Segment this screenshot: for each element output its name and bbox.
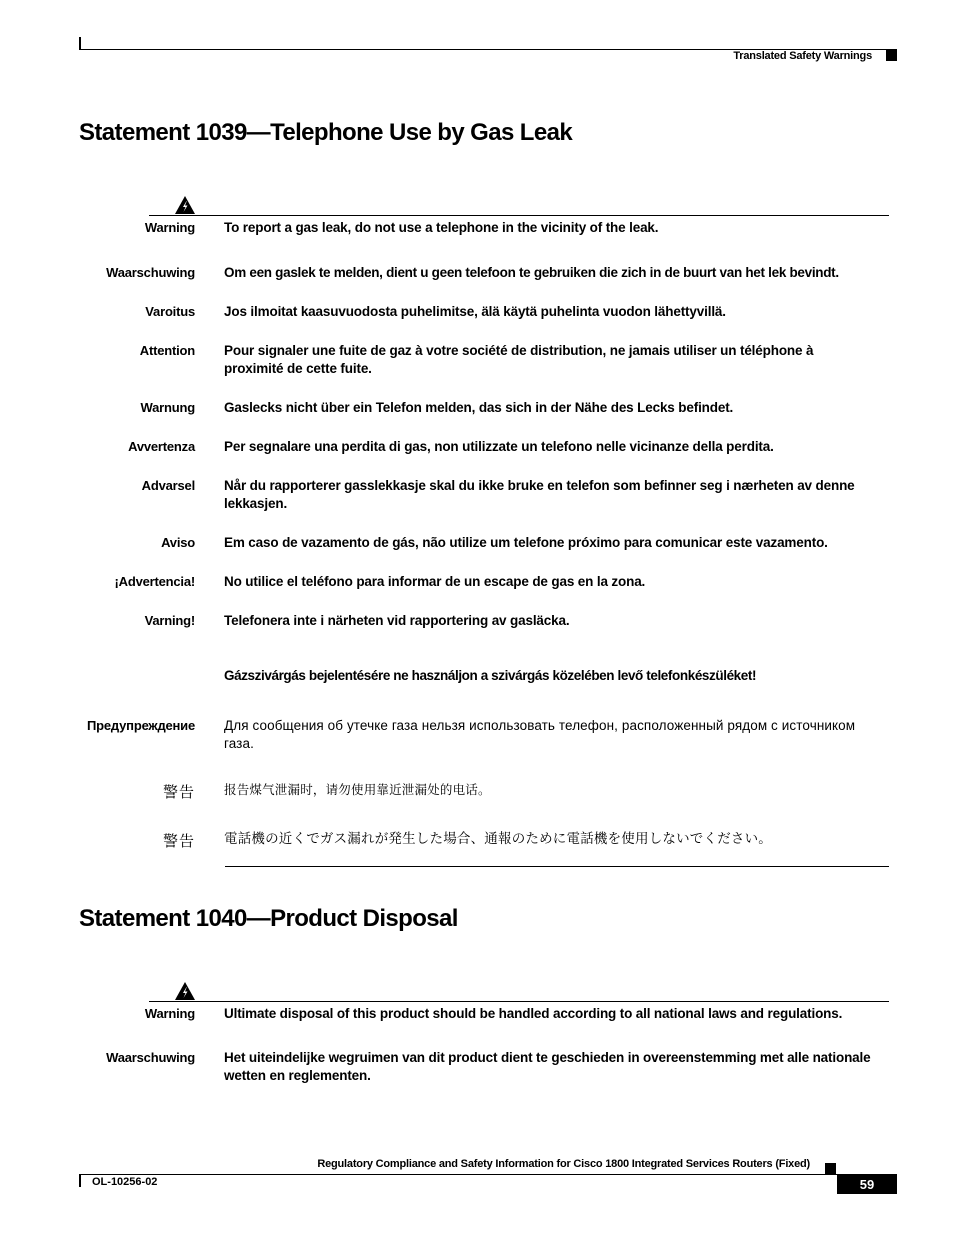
lang-label: Waarschuwing — [106, 265, 195, 280]
warning-text: Pour signaler une fuite de gaz à votre société de distribution, ne jamais utiliser un téléphone à proximité de cette fuite. — [224, 343, 814, 376]
lang-label: Предупреждение — [87, 718, 195, 733]
lang-label: Warning — [144, 1006, 195, 1021]
page-number: 59 — [837, 1175, 897, 1194]
lang-label: 警告 — [162, 784, 195, 801]
footer-marker — [825, 1163, 836, 1174]
warning-text: Gázszivárgás bejelentésére ne használjon a szivárgás közelében levő telefonkészüléket! — [224, 668, 757, 683]
warning-text: Når du rapporterer gasslekkasje skal du ikke bruke en telefon som befinner seg i nærheten av denne lekkasjen. — [224, 478, 855, 511]
lang-label: Warnung — [140, 400, 195, 415]
header-title: Translated Safety Warnings — [733, 50, 872, 62]
doc-number: OL-10256-02 — [92, 1176, 158, 1188]
warning-text: Het uiteindelijke wegruimen van dit product dient te geschieden in overeenstemming met alle nationale wetten en reglementen. — [224, 1050, 871, 1083]
lang-label: 警告 — [162, 833, 195, 850]
footer-title: Regulatory Compliance and Safety Information for Cisco 1800 Integrated Services Routers (Fixed) — [317, 1158, 810, 1170]
lang-label: Waarschuwing — [106, 1050, 195, 1065]
warning-text: 電話機の近くでガス漏れが発生した場合、通報のために電話機を使用しないでください。 — [224, 831, 772, 846]
warning-rule — [149, 1001, 889, 1002]
lang-label: Warning — [144, 220, 195, 235]
section-end-rule — [225, 866, 889, 867]
lang-label: Avvertenza — [128, 439, 195, 454]
warning-text: Per segnalare una perdita di gas, non utilizzate un telefono nelle vicinanze della perdita. — [224, 439, 774, 454]
lang-label: Varoitus — [145, 304, 195, 319]
lang-label: Varning! — [144, 613, 195, 628]
warning-text: Om een gaslek te melden, dient u geen telefoon te gebruiken die zich in de buurt van het lek bevindt. — [224, 265, 839, 280]
section2-title: Statement 1040—Product Disposal — [79, 905, 458, 932]
warning-text: Em caso de vazamento de gás, não utilize um telefone próximo para comunicar este vazamento. — [224, 535, 828, 550]
lang-label: Aviso — [161, 535, 195, 550]
warning-text: Telefonera inte i närheten vid rapportering av gasläcka. — [224, 613, 570, 628]
warning-icon — [174, 195, 196, 215]
footer-tick — [79, 1174, 81, 1187]
warning-rule — [149, 215, 889, 216]
warning-text: 报告煤气泄漏时，请勿使用靠近泄漏处的电话。 — [224, 783, 491, 797]
warning-text: Ultimate disposal of this product should be handled according to all national laws and regulations. — [224, 1006, 843, 1021]
header-marker — [886, 50, 897, 61]
footer-rule — [79, 1174, 897, 1175]
warning-icon — [174, 981, 196, 1001]
warning-text: Jos ilmoitat kaasuvuodosta puhelimitse, älä käytä puhelinta vuodon lähettyvillä. — [224, 304, 726, 319]
warning-text: Для сообщения об утечке газа нельзя использовать телефон, расположенный рядом с источником газа. — [224, 718, 856, 751]
section1-title: Statement 1039—Telephone Use by Gas Leak — [79, 119, 573, 146]
lang-label: Attention — [139, 343, 195, 358]
lang-label: Advarsel — [141, 478, 195, 493]
lang-label: ¡Advertencia! — [114, 574, 195, 589]
warning-text: Gaslecks nicht über ein Telefon melden, das sich in der Nähe des Lecks befindet. — [224, 400, 734, 415]
warning-text: To report a gas leak, do not use a telephone in the vicinity of the leak. — [224, 220, 659, 235]
warning-text: No utilice el teléfono para informar de un escape de gas en la zona. — [224, 574, 646, 589]
